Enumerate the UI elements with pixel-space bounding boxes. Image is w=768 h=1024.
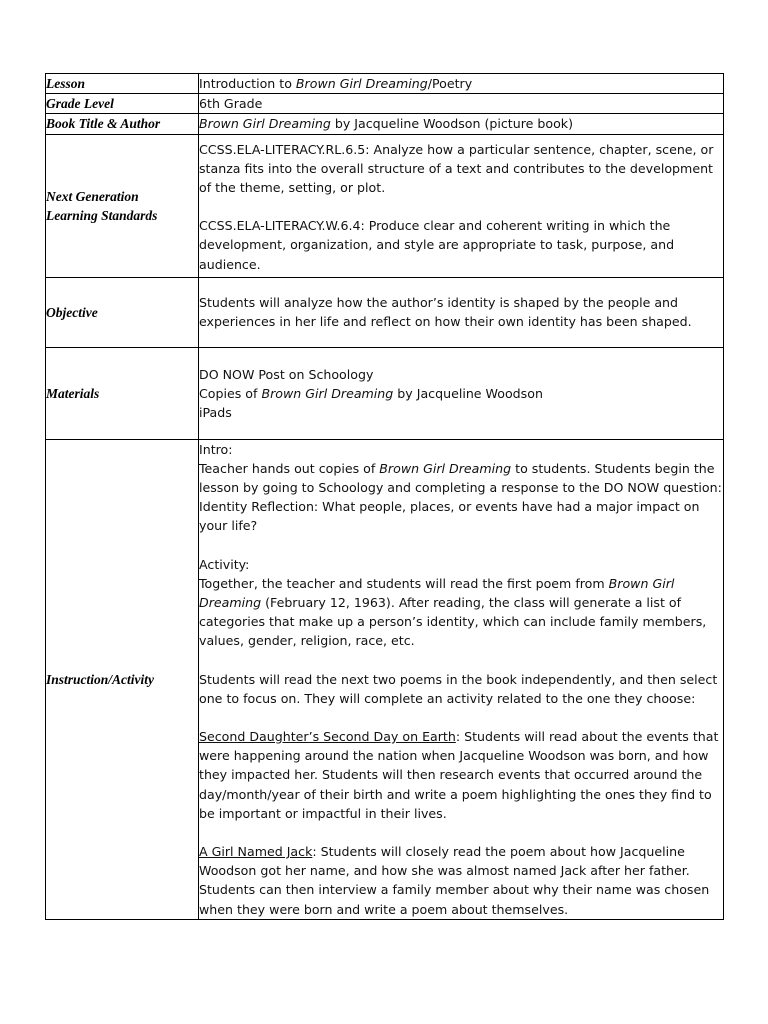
lesson-pre: Introduction to — [199, 76, 296, 91]
label-lesson: Lesson — [46, 74, 199, 94]
standard-rl-6-5: CCSS.ELA-LITERACY.RL.6.5: Analyze how a particular sentence, chapter, scene, or stanza fits into the overall structure of a text and contributes to the development of the theme, setting, or plot. — [199, 141, 714, 196]
intro-heading: Intro: — [199, 441, 233, 457]
value-objective — [199, 277, 724, 347]
row-objective — [46, 277, 724, 347]
value-book — [199, 114, 724, 134]
material-copies-title: Brown Girl Dreaming — [261, 385, 394, 401]
value-materials — [199, 347, 724, 439]
row-grade — [46, 94, 724, 114]
intro-book-title: Brown Girl Dreaming — [379, 460, 512, 476]
row-instruction — [46, 439, 724, 919]
activity-text — [199, 574, 723, 651]
poem1-description: : Students will read about the events that were happening around the nation when Jacqueline Woodson was born, and how they impacted her. Students will then research events that occurred around the day/month/year of their birth and write a poem highlighting the ones they find to be important or impactful in their lives. — [199, 729, 719, 821]
activity-pre: Together, the teacher and students will read the first poem from — [199, 575, 609, 591]
material-do-now: DO NOW Post on Schoology — [199, 366, 374, 382]
standards-label-line1: Next Generation — [46, 188, 139, 204]
row-materials — [46, 347, 724, 439]
poem2-text — [199, 842, 723, 919]
book-author: by Jacqueline Woodson (picture book) — [330, 116, 573, 132]
poem2-title: A Girl Named Jack — [199, 844, 313, 860]
value-grade: 6th Grade — [199, 94, 724, 114]
poem1-text — [199, 727, 723, 823]
activity-post: (February 12, 1963). After reading, the class will generate a list of categories that make up a person’s identity, which can include family members, values, gender, religion, race, etc. — [199, 595, 707, 649]
poem1-title: Second Daughter’s Second Day on Earth — [199, 729, 456, 745]
label-book: Book Title & Author — [46, 114, 199, 134]
label-objective: Objective — [46, 277, 199, 347]
activity-book-title: Brown Girl Dreaming — [199, 575, 675, 611]
row-book — [46, 114, 724, 134]
lesson-post: /Poetry — [427, 76, 473, 91]
lesson-plan-table — [45, 73, 724, 920]
standard-w-6-4: CCSS.ELA-LITERACY.W.6.4: Produce clear and coherent writing in which the development, organization, and style are appropriate to task, purpose, and audience. — [199, 218, 675, 272]
activity-heading: Activity: — [199, 556, 250, 572]
value-instruction — [199, 439, 724, 919]
row-lesson — [46, 74, 724, 94]
label-materials: Materials — [46, 347, 199, 439]
intro-pre: Teacher hands out copies of — [199, 460, 380, 476]
intro-text — [199, 459, 723, 536]
standards-label-line2: Learning Standards — [46, 207, 158, 223]
lesson-book-title: Brown Girl Dreaming — [295, 76, 428, 91]
intro-post: to students. Students begin the lesson by going to Schoology and completing a response to the DO NOW question: Identity Reflection: What people, places, or events have had a major impact on your life? — [199, 460, 722, 534]
independent-text: Students will read the next two poems in the book independently, and then select one to focus on. They will complete an activity related to the one they choose: — [199, 671, 718, 706]
value-lesson — [199, 74, 724, 94]
label-instruction: Instruction/Activity — [46, 439, 199, 919]
objective-text: Students will analyze how the author’s identity is shaped by the people and experiences in her life and reflect on how their own identity has been shaped. — [199, 294, 692, 329]
value-standards — [199, 134, 724, 277]
label-grade: Grade Level — [46, 94, 199, 114]
material-ipads: iPads — [199, 405, 232, 421]
row-standards — [46, 134, 724, 277]
poem2-description: : Students will closely read the poem about how Jacqueline Woodson got her name, and how she was almost named Jack after her father. Students can then interview a family member about why their name was chosen when they were born and write a poem about themselves. — [199, 844, 710, 917]
material-copies-pre: Copies of — [199, 385, 262, 401]
book-title: Brown Girl Dreaming — [199, 116, 331, 132]
material-copies-post: by Jacqueline Woodson — [393, 385, 543, 401]
label-standards — [46, 134, 199, 277]
material-copies — [199, 384, 723, 403]
